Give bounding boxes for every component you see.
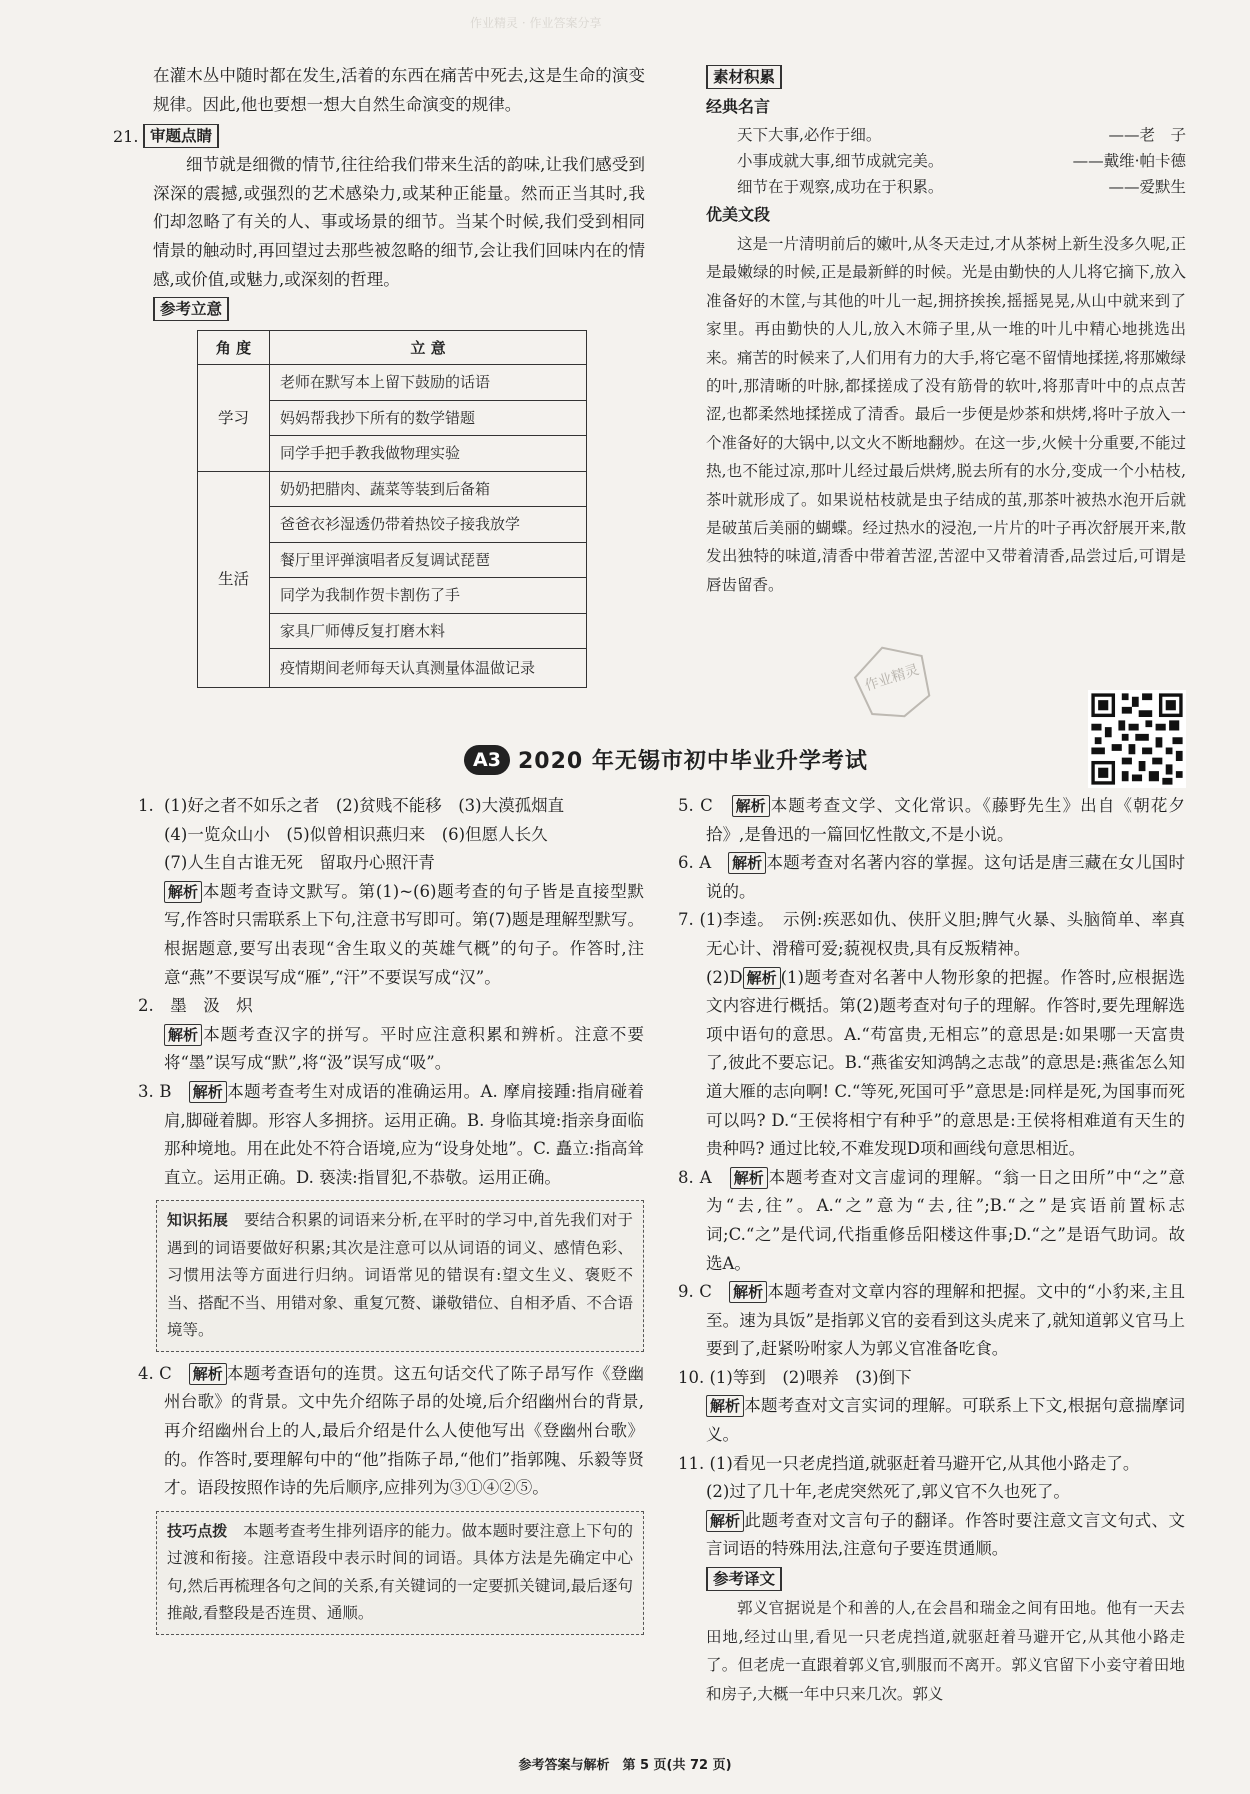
q21-number: 21.: [113, 126, 139, 146]
q1-line: (1)好之者不如乐之者 (2)贫贱不能移 (3)大漠孤烟直: [164, 796, 565, 815]
q4-text: 本题考查语句的连贯。这五句话交代了陈子昂写作《登幽州台歌》的背景。文中先介绍陈子昂的处境,后介绍幽州台的背景,再介绍幽州台上的人,最后介绍是什么人使他写出《登幽州台歌》的。作答时,要理解句中的“他”指陈子昂,“他们”指郭隗、乐毅等贤才。语段按照作诗的先后顺序,应排列为③①④②⑤。: [164, 1363, 645, 1498]
q5-head: 5. C: [678, 796, 713, 815]
quote-author: ——戴维·帕卡德: [1072, 152, 1186, 170]
q2-analysis-text: 本题考查汉字的拼写。平时应注意积累和辨析。注意不要将“墨”误写成“默”,将“汲”误写成“吸”。: [164, 1024, 644, 1073]
quote-item: [706, 122, 1186, 148]
exam-title: 2020 年无锡市初中毕业升学考试: [518, 749, 868, 774]
q10-analysis: [678, 1392, 1185, 1449]
right-top-column: [706, 62, 1186, 599]
q5: [678, 792, 1185, 849]
q5-tag: 解析: [732, 795, 770, 817]
q9-text: 本题考查对文章内容的理解和把握。文中的“小豹来,主且至。速为具饭”是指郭义官的妾看到这头虎来了,就知道郭义官马上要到了,赶紧吩咐家人为郭义官准备吃食。: [706, 1282, 1185, 1359]
q2-analysis: [138, 1021, 644, 1078]
right-bottom-column: [678, 792, 1185, 1708]
quote-author: ——爱默生: [1108, 178, 1186, 196]
q11-line2: (2)过了几十年,老虎突然死了,郭义官不久也死了。: [706, 1482, 1070, 1502]
exam-banner: [464, 744, 868, 775]
table-cell: 疫情期间老师每天认真测量体温做记录: [270, 649, 587, 688]
reference-table: [197, 330, 587, 688]
q6-tag: 解析: [728, 852, 766, 874]
q1-analysis-text: 本题考查诗文默写。第(1)~(6)题考查的句子皆是直接型默写,作答时只需联系上下句,注意书写即可。第(7)题是理解型默写。根据题意,要写出表现“舍生取义的英雄气概”的句子。作答时,注意“燕”不要误写成“雁”,“汗”不要误写成“汉”。: [164, 881, 644, 987]
q9: [678, 1278, 1185, 1364]
material-tag-wrap: [706, 62, 1186, 92]
table-row: [198, 471, 587, 507]
translation-tag: 参考译文: [706, 1567, 782, 1591]
q1-number: 1.: [138, 796, 154, 815]
knowledge-box-text: 要结合积累的词语来分析,在平时的学习中,首先我们对于遇到的词语要做好积累;其次是注意可以从词语的词义、感情色彩、习惯用法等方面进行归纳。词语常见的错误有:望文生义、褒贬不当、搭配不当、用错对象、重复冗赘、谦敬错位、自相矛盾、不合语境等。: [167, 1211, 633, 1340]
knowledge-box-tag: 知识拓展: [167, 1211, 229, 1230]
q1-analysis: [138, 878, 644, 992]
quote-text: 天下大事,必作于细。: [737, 126, 882, 144]
q11-tag: 解析: [706, 1510, 744, 1532]
q4: [138, 1360, 644, 1503]
essay-title: 优美文段: [706, 205, 771, 224]
q1: [138, 792, 644, 878]
knowledge-box: [156, 1200, 644, 1352]
q21-text: 细节就是细微的情节,往往给我们带来生活的韵味,让我们感受到深深的震撼,或强烈的艺术感染力,或某种正能量。然而正当其时,我们却忽略了有关的人、事或场景的细节。当某个时候,我们受到相同情景的触动时,再回望过去那些被忽略的细节,会让我们回味内在的情感,或价值,或魅力,或深刻的哲理。: [153, 155, 645, 289]
q3-tag: 解析: [189, 1081, 227, 1103]
quote-item: [706, 174, 1186, 200]
q11-text: 此题考查对文言句子的翻译。作答时要注意文言文句式、文言词语的特殊用法,注意句子要连贯通顺。: [706, 1510, 1185, 1559]
translation-text: 郭义官据说是个和善的人,在会昌和瑞金之间有田地。他有一天去田地,经过山里,看见一只老虎挡道,就驱赶着马避开它,从其他小路走了。但老虎一直跟着郭义官,驯服而不离开。郭义官留下小妾守着田地和房子,大概一年中只来几次。郭义: [706, 1599, 1185, 1703]
table-cell: 奶奶把腊肉、蔬菜等装到后备箱: [270, 471, 587, 507]
q10-answer: 10. (1)等到 (2)喂养 (3)倒下: [678, 1367, 912, 1387]
page-footer: 参考答案与解析 第 5 页(共 72 页): [518, 1758, 732, 1773]
table-cat-life: 生活: [198, 471, 270, 688]
essay-block: [706, 230, 1186, 599]
q7-line1: 7. (1)李逵。 示例:疾恶如仇、侠肝义胆;脾气火暴、头脑简单、率真无心计、滑稽可爱;藐视权贵,具有反叛精神。: [678, 910, 1185, 958]
quote-item: [706, 148, 1186, 174]
table-cell: 同学手把手教我做物理实验: [270, 436, 587, 472]
table-cell: 家具厂师傅反复打磨木料: [270, 613, 587, 649]
q5-text: 本题考查文学、文化常识。《藤野先生》出自《朝花夕拾》,是鲁迅的一篇回忆性散文,不是小说。: [706, 796, 1185, 844]
q6-text: 本题考查对名著内容的掌握。这句话是唐三藏在女儿国时说的。: [706, 853, 1186, 901]
q4-head: 4. C: [138, 1363, 172, 1383]
q6-head: 6. A: [678, 853, 712, 873]
table-cell: 老师在默写本上留下鼓励的话语: [270, 365, 587, 401]
qr-code-icon[interactable]: [1088, 690, 1186, 788]
stamp-logo-icon: [838, 636, 948, 726]
quote-author: ——老 子: [1108, 126, 1186, 144]
table-cat-study: 学习: [198, 365, 270, 472]
q8-text: 本题考查对文言虚词的理解。“翁一日之田所”中“之”意为“去,往”。A.“之”意为“去,往”;B.“之”是宾语前置标志词;C.“之”是代词,代指重修岳阳楼这件事;D.“之”是语气助词。故选A。: [706, 1167, 1186, 1273]
quotes-title: 经典名言: [706, 97, 771, 116]
table-header-row: [198, 331, 587, 365]
essay-text: 这是一片清明前后的嫩叶,从冬天走过,才从茶树上新生没多久呢,正是最嫩绿的时候,正是最新鲜的时候。光是由勤快的人儿将它摘下,放入准备好的木筐,与其他的叶儿一起,拥挤挨挨,摇摇晃晃,从山中就来到了家里。再由勤快的人儿,放入木筛子里,从一堆的叶儿中精心地挑选出来。痛苦的时候来了,人们用有力的大手,将它毫不留情地揉搓,将那嫩绿的叶,那清晰的叶脉,都揉搓成了没有筋骨的软叶,将那青叶中的点点苦涩,也都柔然地揉搓成了清香。最后一步便是炒茶和烘烤,将叶子放入一个准备好的大锅中,以文火不断地翻炒。在这一步,火候十分重要,不能过热,也不能过凉,那叶儿经过最后烘烤,脱去所有的水分,变成一个小枯枝,茶叶就形成了。如果说枯枝就是虫子结成的茧,那茶叶被热水泡开后就是破茧后美丽的蝴蝶。经过热水的浸泡,一片片的叶子再次舒展开来,散发出独特的味道,清香中带着苦涩,苦涩中又带着清香,品尝过后,可谓是唇齿留香。: [706, 235, 1186, 594]
q8-head: 8. A: [678, 1167, 712, 1187]
q8-tag: 解析: [730, 1167, 768, 1189]
table-header-angle: 角 度: [198, 331, 270, 365]
q6: [678, 849, 1185, 906]
q9-head: 9. C: [678, 1282, 712, 1302]
q9-tag: 解析: [729, 1281, 767, 1303]
translation-tag-wrap: [678, 1564, 1185, 1594]
q21-tag: 审题点睛: [143, 124, 219, 148]
q3-text: 本题考查考生对成语的准确运用。A. 摩肩接踵:指肩碰着肩,脚碰着脚。形容人多拥挤。运用正确。B. 身临其境:指亲身面临那种境地。用在此处不符合语境,应为“设身处地”。C. 矗立:指高耸直立。运用正确。D. 亵渎:指冒犯,不恭敬。运用正确。: [164, 1081, 645, 1187]
table-cell: 妈妈帮我抄下所有的数学错题: [270, 400, 587, 436]
q2-answer: 2. 墨 汲 炽: [138, 996, 253, 1016]
ref-tag-wrap: [145, 294, 645, 324]
watermark-top: 作业精灵 · 作业答案分享: [470, 16, 602, 30]
ref-tag: 参考立意: [153, 297, 229, 321]
knowledge-box-content: [167, 1207, 633, 1345]
q7-part2: [678, 964, 1185, 1164]
section-badge: A3: [464, 745, 510, 775]
q8: [678, 1164, 1185, 1278]
tip-box-content: [167, 1518, 633, 1628]
q10-tag: 解析: [706, 1395, 744, 1417]
q1-line: (7)人生自古谁无死 留取丹心照汗青: [164, 853, 435, 873]
left-bottom-column: [138, 792, 644, 1643]
q1-line: (4)一览众山小 (5)似曾相识燕归来 (6)但愿人长久: [164, 824, 548, 844]
q11-line1: 11. (1)看见一只老虎挡道,就驱赶着马避开它,从其他小路走了。: [678, 1453, 1140, 1473]
q21-prev-text: 在灌木丛中随时都在发生,活着的东西在痛苦中死去,这是生命的演变规律。因此,他也要想一想大自然生命演变的规律。: [153, 66, 645, 114]
table-cell: 餐厅里评弹演唱者反复调试琵琶: [270, 542, 587, 578]
tip-box-tag: 技巧点拨: [167, 1521, 228, 1540]
quote-text: 细节在于观察,成功在于积累。: [737, 178, 944, 196]
svg-text:作业精灵: 作业精灵: [862, 661, 922, 695]
q7-tag: 解析: [743, 967, 781, 989]
quote-text: 小事成就大事,细节成就完美。: [737, 152, 944, 170]
table-cell: 同学为我制作贺卡割伤了手: [270, 578, 587, 614]
q3: [138, 1078, 644, 1192]
q11-analysis: [678, 1507, 1185, 1564]
q10-text: 本题考查对文言实词的理解。可联系上下文,根据句意揣摩词义。: [706, 1396, 1185, 1445]
table-header-idea: 立 意: [270, 331, 587, 365]
q2-tag: 解析: [164, 1024, 202, 1046]
table-row: [198, 365, 587, 401]
material-tag: 素材积累: [706, 65, 782, 89]
q21-header: [113, 121, 645, 151]
q3-head: 3. B: [138, 1081, 172, 1101]
tip-box: [156, 1511, 644, 1635]
q7-text: (1)题考查对名著中人物形象的把握。作答时,应根据选文内容进行概括。第(2)题考查对句子的理解。作答时,要先理解选项中语句的意思。A.“苟富贵,无相忘”的意思是:如果哪一天富贵了,彼此不要忘记。B.“燕雀安知鸿鹄之志哉”的意思是:燕雀怎么知道大雁的志向啊! C.“等死,死国可乎”意思是:同样是死,为国事而死可以吗? D.“王侯将相宁有种乎”的意思是:王侯将相难道有天生的贵种吗? 通过比较,不难发现D项和画线句意思相近。: [706, 967, 1185, 1159]
table-cell: 爸爸衣衫湿透仍带着热饺子接我放学: [270, 507, 587, 543]
q1-answers: [164, 792, 564, 878]
q4-tag: 解析: [189, 1363, 227, 1385]
q7-head2: (2)D: [706, 967, 743, 987]
tip-box-text: 本题考查考生排列语序的能力。做本题时要注意上下句的过渡和衔接。注意语段中表示时间的词语。具体方法是先确定中心句,然后再梳理各句之间的关系,有关键词的一定要抓关键词,最后逐句推敲,看整段是否连贯、通顺。: [167, 1521, 633, 1623]
q1-tag: 解析: [164, 881, 202, 903]
left-top-column: [113, 62, 645, 688]
